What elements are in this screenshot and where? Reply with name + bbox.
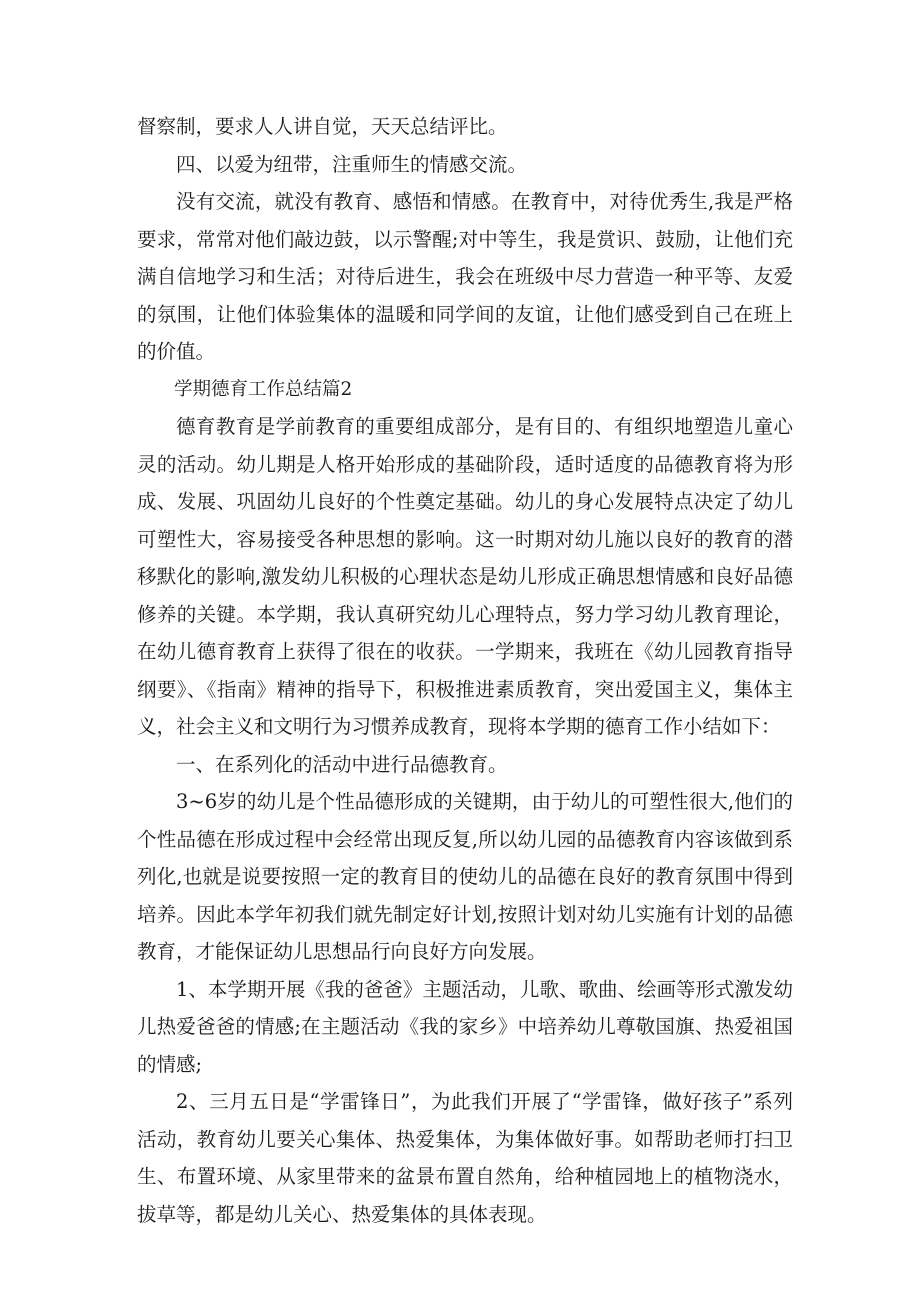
paragraph-serialized-education: 3~6岁的幼儿是个性品德形成的关键期，由于幼儿的可塑性很大,他们的个性品德在形成过程中会经常出现反复,所以幼儿园的品德教育内容该做到系列化,也就是说要按照一定的教育目的使幼儿的品德在良好的教育氛围中得到培养。因此本学年初我们就先制定好计划,按照计划对幼儿实施有计划的品德教育，才能保证幼儿思想品行向良好方向发展。 [137,790,793,963]
paragraph-moral-education-intro: 德育教育是学前教育的重要组成部分，是有目的、有组织地塑造儿童心灵的活动。幼儿期是人格开始形成的基础阶段，适时适度的品德教育将为形成、发展、巩固幼儿良好的个性奠定基础。幼儿的身心发展特点决定了幼儿可塑性大，容易接受各种思想的影响。这一时期对幼儿施以良好的教育的潜移默化的影响,激发幼儿积极的心理状态是幼儿形成正确思想情感和良好品德修养的关键。本学期，我认真研究幼儿心理特点，努力学习幼儿教育理论，在幼儿德育教育上获得了很在的收获。一学期来，我班在《幼儿园教育指导纲要》、《指南》精神的指导下，积极推进素质教育，突出爱国主义，集体主义，社会主义和文明行为习惯养成教育，现将本学期的德育工作小结如下： [137,415,793,738]
article-title-part-2: 学期德育工作总结篇2 [174,378,353,400]
section-four-heading: 四、以爱为纽带，注重师生的情感交流。 [176,152,528,176]
section-one-heading: 一、在系列化的活动中进行品德教育。 [176,752,508,776]
list-item-2: 2、三月五日是“学雷锋日”，为此我们开展了“学雷锋，做好孩子”系列活动，教育幼儿要关心集体、热爱集体，为集体做好事。如帮助老师打扫卫生、布置环境、从家里带来的盆景布置自然角，给种植园地上的植物浇水，拔草等，都是幼儿关心、热爱集体的具体表现。 [137,1090,793,1226]
document-body [137,108,793,1233]
paragraph-communication: 没有交流，就没有教育、感悟和情感。在教育中，对待优秀生,我是严格要求，常常对他们敲边鼓，以示警醒;对中等生，我是赏识、鼓励，让他们充满自信地学习和生活；对待后进生，我会在班级中尽力营造一种平等、友爱的氛围，让他们体验集体的温暖和同学间的友谊，让他们感受到自己在班上的价值。 [137,190,793,363]
list-item-1: 1、本学期开展《我的爸爸》主题活动，儿歌、歌曲、绘画等形式激发幼儿热爱爸爸的情感;在主题活动《我的家乡》中培养幼儿尊敬国旗、热爱祖国的情感; [137,977,793,1076]
paragraph-supervision-system: 督察制，要求人人讲自觉，天天总结评比。 [137,115,508,138]
